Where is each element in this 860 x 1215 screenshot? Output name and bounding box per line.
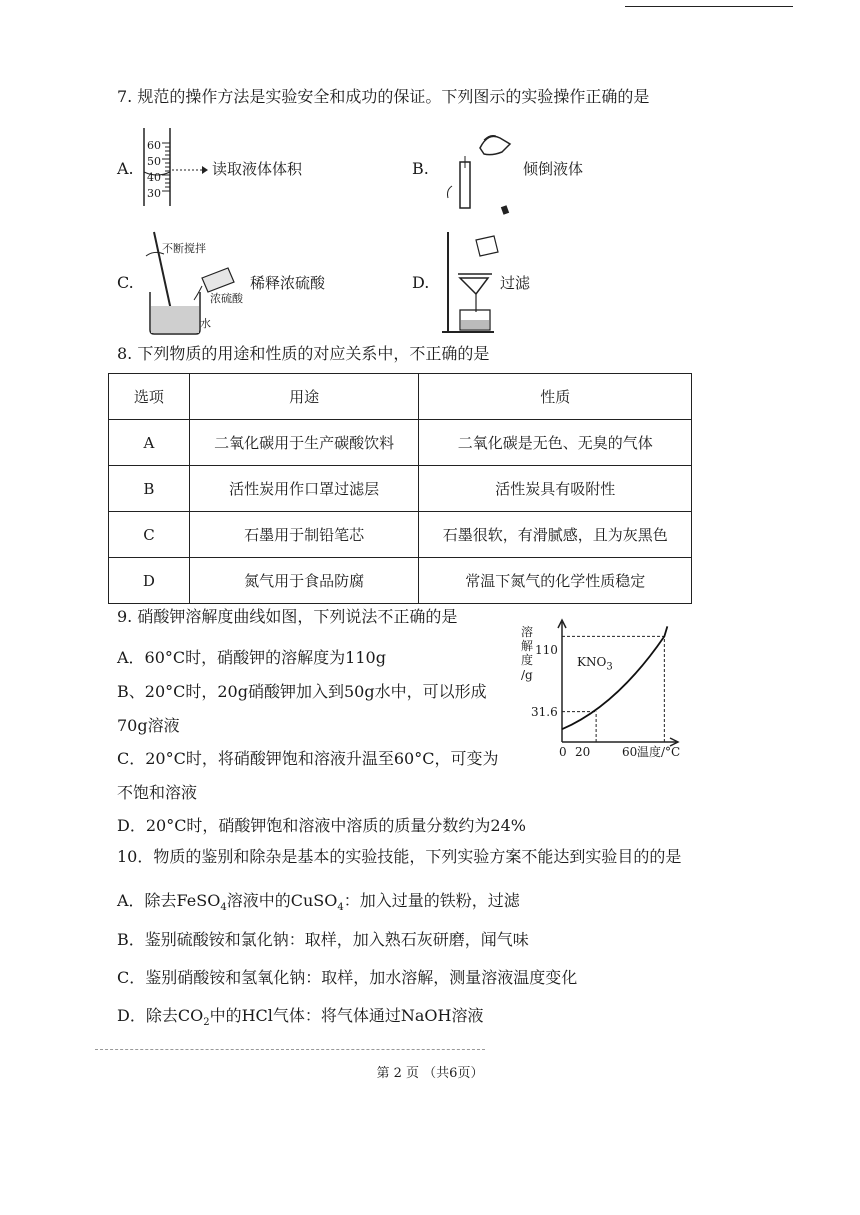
q7-option-a-label: 读取液体体积 bbox=[212, 160, 303, 178]
q9-option-b-line2: 70g溶液 bbox=[117, 716, 180, 735]
cylinder-tick-50: 50 bbox=[147, 155, 161, 168]
table-row bbox=[109, 466, 692, 512]
chart-ytick-31-6: 31.6 bbox=[531, 705, 558, 719]
question-7-stem: 7. 规范的操作方法是实验安全和成功的保证。下列图示的实验操作正确的是 bbox=[117, 87, 650, 106]
q9-option-a: A．60°C时，硝酸钾的溶解度为110g bbox=[117, 648, 386, 667]
dilution-acid-tag: 浓硫酸 bbox=[210, 292, 243, 305]
q9-option-c-line2: 不饱和溶液 bbox=[117, 783, 198, 802]
q9-option-b-line1: B、20°C时，20g硝酸钾加入到50g水中，可以形成 bbox=[117, 682, 487, 701]
chart-ytick-110: 110 bbox=[535, 643, 558, 657]
q7-option-d-label: 过滤 bbox=[500, 274, 531, 292]
table-row bbox=[109, 512, 692, 558]
chart-ylabel-char3: 度 bbox=[521, 653, 534, 667]
page-footer: 第 2 页 （共6页） bbox=[376, 1066, 484, 1081]
dilution-stir-tag: 不断搅拌 bbox=[162, 242, 206, 255]
question-8-stem: 8. 下列物质的用途和性质的对应关系中，不正确的是 bbox=[117, 344, 490, 363]
chart-ylabel-char2: 解 bbox=[521, 639, 534, 653]
q8-table bbox=[108, 373, 692, 604]
chart-series-label: $KNO_3$ bbox=[577, 655, 613, 673]
q8-cell-property: 二氧化碳是无色、无臭的气体 bbox=[419, 420, 692, 466]
q7-option-d-letter: D. bbox=[412, 273, 430, 292]
table-row bbox=[109, 558, 692, 604]
kno3-solubility-curve bbox=[562, 626, 667, 729]
cylinder-tick-60: 60 bbox=[147, 139, 161, 152]
q8-cell-property: 常温下氮气的化学性质稳定 bbox=[419, 558, 692, 604]
chart-xtick-60: 60 bbox=[622, 745, 638, 759]
chart-xtick-0: 0 bbox=[559, 745, 567, 759]
q8-table-header-row bbox=[109, 374, 692, 420]
q8-header-use: 用途 bbox=[189, 374, 419, 420]
q10-option-a: A．除去FeSO$_4$溶液中的CuSO$_4$：加入过量的铁粉，过滤 bbox=[117, 891, 520, 914]
q8-cell-use: 活性炭用作口罩过滤层 bbox=[189, 466, 419, 512]
q8-header-property: 性质 bbox=[419, 374, 692, 420]
chart-xlabel: 温度/°C bbox=[637, 745, 681, 759]
q8-header-option: 选项 bbox=[109, 374, 190, 420]
pouring-liquid-figure bbox=[440, 128, 520, 218]
table-row bbox=[109, 420, 692, 466]
q7-option-b-label: 倾倒液体 bbox=[523, 160, 584, 178]
q8-cell-option: B bbox=[109, 466, 190, 512]
cylinder-tick-40: 40 bbox=[147, 171, 161, 184]
q10-option-d: D．除去$CO_2$中的HCl气体：将气体通过NaOH溶液 bbox=[117, 1006, 484, 1029]
q8-cell-use: 石墨用于制铅笔芯 bbox=[189, 512, 419, 558]
chart-ylabel-char1: 溶 bbox=[521, 625, 534, 639]
dilution-water-tag: 水 bbox=[200, 317, 211, 330]
q8-cell-option: D bbox=[109, 558, 190, 604]
q9-option-c-line1: C．20°C时，将硝酸钾饱和溶液升温至60°C，可变为 bbox=[117, 749, 499, 768]
chart-xtick-20: 20 bbox=[575, 745, 591, 759]
filtration-figure bbox=[438, 228, 503, 336]
footer-rule bbox=[95, 1049, 485, 1050]
q9-option-d: D．20°C时，硝酸钾饱和溶液中溶质的质量分数约为24% bbox=[117, 816, 526, 835]
q10-option-c: C．鉴别硝酸铵和氢氧化钠：取样，加水溶解，测量溶液温度变化 bbox=[117, 968, 578, 987]
q8-cell-use: 氮气用于食品防腐 bbox=[189, 558, 419, 604]
q8-cell-property: 石墨很软，有滑腻感，且为灰黑色 bbox=[419, 512, 692, 558]
q8-cell-use: 二氧化碳用于生产碳酸饮料 bbox=[189, 420, 419, 466]
chart-ylabel-unit: /g bbox=[521, 668, 533, 682]
q8-cell-property: 活性炭具有吸附性 bbox=[419, 466, 692, 512]
q7-option-c-label: 稀释浓硫酸 bbox=[250, 274, 326, 292]
q8-cell-option: C bbox=[109, 512, 190, 558]
question-9-stem: 9. 硝酸钾溶解度曲线如图，下列说法不正确的是 bbox=[117, 607, 458, 626]
question-10-stem: 10．物质的鉴别和除杂是基本的实验技能，下列实验方案不能达到实验目的的是 bbox=[117, 847, 682, 866]
q8-cell-option: A bbox=[109, 420, 190, 466]
q7-option-c-letter: C. bbox=[117, 273, 134, 292]
top-rule bbox=[625, 6, 793, 7]
q10-option-b: B．鉴别硫酸铵和氯化钠：取样，加入熟石灰研磨，闻气味 bbox=[117, 930, 529, 949]
q7-option-a-letter: A. bbox=[117, 159, 134, 178]
q7-option-b-letter: B. bbox=[412, 159, 429, 178]
cylinder-tick-30: 30 bbox=[147, 187, 161, 200]
